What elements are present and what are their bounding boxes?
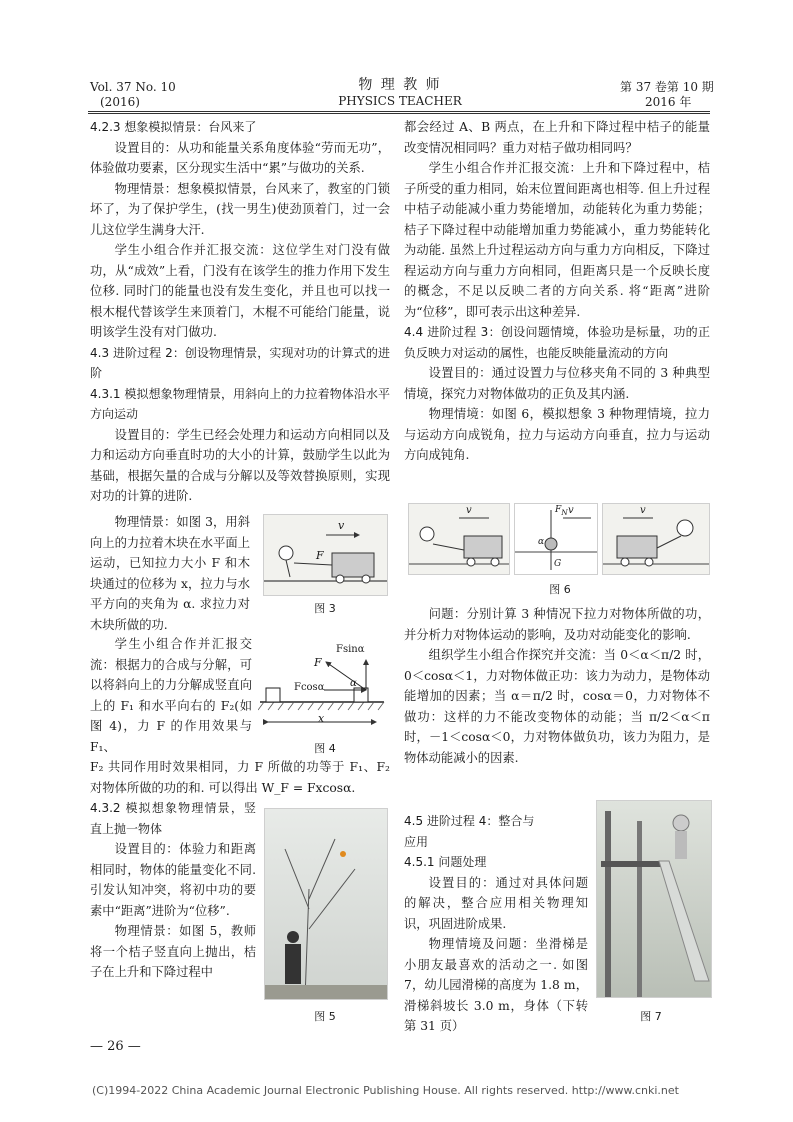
copyright-footer: (C)1994-2022 China Academic Journal Electronic Publishing House. All rights reserved. http://www.cnki.net — [92, 1084, 679, 1097]
figure-4-caption: 图 4 — [314, 742, 336, 755]
paragraph: 都会经过 A、B 两点，在上升和下降过程中桔子的能量改变情况相同吗？重力对桔子做功相同吗？ — [404, 120, 710, 155]
header-year: (2016) — [100, 95, 140, 109]
paragraph: 设置目的：体验力和距离相同时，物体的能量变化不同. 引发认知冲突，将初中功的要素中“距离”进阶为“位移”. — [90, 842, 256, 918]
figure-6 — [408, 503, 710, 575]
header-issue: 第 37 卷第 10 期 — [620, 80, 714, 94]
figure-5-photo — [264, 808, 388, 1000]
figure-5-drawing — [265, 809, 387, 999]
heading-4-5-cont: 应用 — [404, 834, 429, 849]
paragraph: 物理情景：如图 5，教师将一个桔子竖直向上抛出，桔子在上升和下降过程中 — [90, 924, 256, 979]
angle-label: α — [350, 678, 357, 689]
figure-6-panel-obtuse — [602, 503, 710, 575]
paragraph: 设置目的：通过设置力与位移夹角不同的 3 种典型情境，探究力对物体做功的正负及其内涵. — [404, 366, 710, 401]
paragraph: 学生小组合作并汇报交流：根据力的合成与分解，可以将斜向上的力分解成竖直向上的 F₁ 和水平向右的 F₂(如图 4)，力 F 的作用效果与 F₁、 — [90, 637, 252, 754]
velocity-label: v — [466, 505, 472, 516]
gravity-label: G — [554, 559, 562, 569]
paragraph: F₂ 共同作用时效果相同，力 F 所做的功等于 F₁、F₂ 对物体所做的功的和. 可以得出 W_F = Fxcosα. — [90, 760, 390, 795]
left-column-top — [90, 117, 390, 507]
header-rule — [88, 111, 710, 112]
heading-4-5: 4.5 进阶过程 4：整合与 — [404, 814, 535, 828]
heading-4-3-2: 4.3.2 模拟想象物理情景，竖直上抛一物体 — [90, 801, 256, 836]
header-volume: Vol. 37 No. 10 — [90, 80, 176, 94]
force-label: F — [314, 656, 322, 669]
heading-4-2-3: 4.2.3 想象模拟情景：台风来了 — [90, 120, 257, 134]
right-column-top — [404, 117, 710, 466]
header-rule-2 — [88, 113, 710, 114]
header-issue-year: 2016 年 — [645, 95, 692, 109]
heading-4-3: 4.3 进阶过程 2：创设物理情景，实现对功的计算式的进阶 — [90, 345, 390, 380]
left-column-bottom — [90, 798, 256, 983]
figure-3-caption: 图 3 — [314, 602, 336, 615]
figure-7-photo — [596, 800, 712, 998]
horizontal-component-label: Fcosα — [294, 682, 325, 693]
left-column-fig3-text — [90, 512, 250, 635]
figure-5-caption: 图 5 — [314, 1010, 336, 1023]
figure-3 — [263, 514, 388, 596]
heading-4-3-1: 4.3.1 模拟想象物理情景，用斜向上的力拉着物体沿水平方向运动 — [90, 386, 390, 421]
velocity-label: v — [568, 505, 574, 516]
angle-label: α — [538, 537, 545, 547]
left-column-fig4-text — [90, 634, 252, 757]
velocity-label: v — [338, 519, 345, 532]
paragraph: 物理情境及问题：坐滑梯是小朋友最喜欢的活动之一. 如图 7，幼儿园滑梯的高度为 1.8 m，滑梯斜坡长 3.0 m，身体（下转第 31 页） — [404, 937, 588, 1033]
heading-4-4: 4.4 进阶过程 3：创设问题情境，体验功是标量，功的正负反映力对运动的属性，也能反映能量流动的方向 — [404, 325, 710, 360]
velocity-label: v — [640, 505, 646, 516]
paragraph: 组织学生小组合作探究并交流：当 0＜α＜π/2 时，0＜cosα＜1，力对物体做正功：该力为动力，是物体动能增加的因素；当 α＝π/2 时，cosα＝0，力对物体不做功：这样的力不能改变物体的动能；当 π/2＜α＜π 时，－1＜cosα＜0，力对物体做负功，该力为阻力，是物体动能减小的因素. — [404, 648, 710, 765]
paragraph: 设置目的：学生已经会处理力和运动方向相同以及力和运动方向垂直时功的大小的计算，鼓励学生以此为基础，根据矢量的合成与分解以及等效替换原则，实现对功的计算的进阶. — [90, 427, 390, 503]
journal-title-en: PHYSICS TEACHER — [338, 94, 462, 108]
force-label: F — [316, 549, 324, 562]
paragraph: 设置目的：通过对具体问题的解决，整合应用相关物理知识，巩固进阶成果. — [404, 875, 588, 931]
left-column-mid — [90, 757, 390, 798]
heading-4-5-1: 4.5.1 问题处理 — [404, 855, 487, 869]
figure-7-drawing — [597, 801, 711, 997]
right-column-bottom — [404, 811, 588, 1037]
paragraph: 问题：分别计算 3 种情况下拉力对物体所做的功，并分析力对物体运动的影响，及功对动能变化的影响. — [404, 607, 710, 642]
paragraph: 设置目的：从功和能量关系角度体验“劳而无功”，体验做功要素，区分现实生活中“累”与做功的关系. — [90, 140, 390, 175]
right-column-mid — [404, 604, 710, 768]
paragraph: 物理情境：如图 6，模拟想象 3 种物理情境，拉力与运动方向成锐角，拉力与运动方向垂直，拉力与运动方向成钝角. — [404, 407, 710, 462]
figure-6-caption: 图 6 — [549, 583, 571, 596]
normal-force-label: $F_N$ — [555, 505, 568, 517]
figure-4 — [258, 640, 386, 738]
page-number: — 26 — — [90, 1039, 141, 1054]
journal-title-cn: 物 理 教 师 — [358, 77, 442, 93]
displacement-label: x — [318, 712, 325, 725]
figure-7-caption: 图 7 — [640, 1010, 662, 1023]
paragraph: 学生小组合作并汇报交流：这位学生对门没有做功，从“成效”上看，门没有在该学生的推力作用下发生位移. 同时门的能量也没有发生变化，并且也可以找一根木棍代替该学生来顶着门，木棍不可能给门能量，说明该学生没有对门做功. — [90, 243, 390, 339]
vertical-component-label: Fsinα — [336, 644, 365, 655]
paragraph: 物理情景：如图 3，用斜向上的力拉着木块在水平面上运动，已知拉力大小 F 和木块通过的位移为 x，拉力与水平方向的夹角为 α. 求拉力对木块所做的功. — [90, 515, 250, 632]
figure-6-panel-acute — [408, 503, 510, 575]
paragraph: 学生小组合作并汇报交流：上升和下降过程中，桔子所受的重力相同，始末位置间距离也相等. 但上升过程中桔子动能减小重力势能增加，动能转化为重力势能；桔子下降过程中动能增加重力势能减小，重力势能转化为动能. 虽然上升过程运动方向与重力方向相反，下降过程运动方向与重力方向相同，但距离只是一个反映长度的概念，不足以反映二者的方向关系. 将“距离”进阶为“位移”，即可表示出这种差异. — [404, 161, 710, 319]
figure-3-drawing — [264, 515, 387, 595]
paragraph: 物理情景：想象模拟情景，台风来了，教室的门锁坏了，为了保护学生，(找一男生)使劲顶着门，过一会儿这位学生满身大汗. — [90, 181, 390, 237]
